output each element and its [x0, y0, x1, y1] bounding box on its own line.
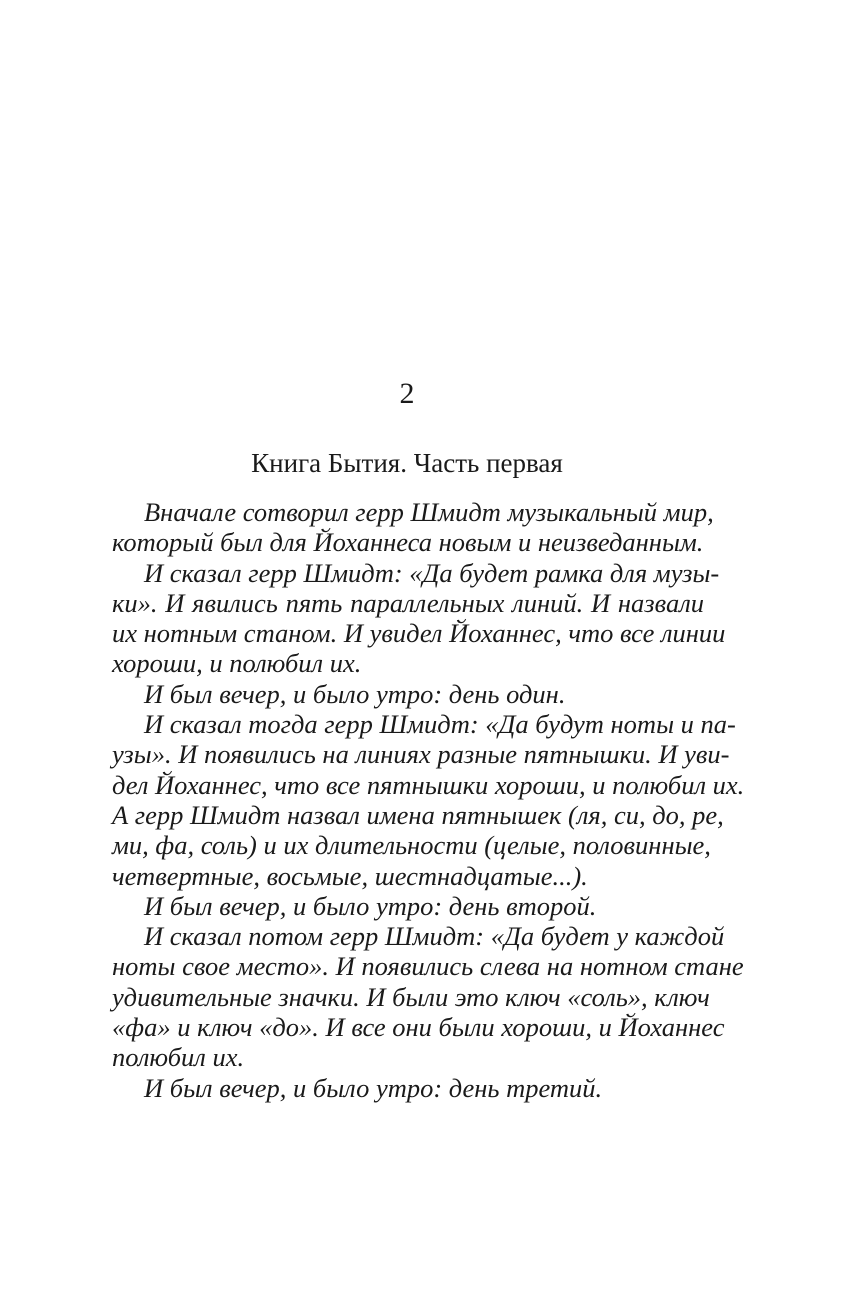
text-line: И был вечер, и было утро: день третий. [144, 1072, 603, 1103]
text-line: ки». И явились пять параллельных линий. И назвали [112, 587, 704, 618]
text-line: И сказал герр Шмидт: «Да будет рамка для музы- [144, 557, 720, 588]
text-line: ноты свое место». И появились слева на нотном стане [112, 951, 744, 982]
text-line: И сказал тогда герр Шмидт: «Да будут ноты и па- [144, 709, 736, 740]
text-line: И был вечер, и было утро: день один. [144, 678, 566, 709]
text-line: их нотным станом. И увидел Йоханнес, что все линии [112, 618, 726, 649]
chapter-body [112, 497, 745, 1103]
text-line: четвертные, восьмые, шестнадцатые...). [112, 860, 588, 891]
text-line: дел Йоханнес, что все пятнышки хороши, и полюбил их. [112, 769, 745, 800]
chapter-number: 2 [399, 377, 415, 410]
text-line: хороши, и полюбил их. [112, 648, 362, 679]
text-line: который был для Йоханнеса новым и неизведанным. [112, 527, 704, 558]
text-line: «фа» и ключ «до». И все они были хороши, и Йоханнес [112, 1012, 725, 1043]
text-line: А герр Шмидт назвал имена пятнышек (ля, си, до, ре, [112, 799, 724, 830]
text-line: удивительные значки. И были это ключ «соль», ключ [112, 981, 710, 1012]
text-line: ми, фа, соль) и их длительности (целые, половинные, [112, 830, 711, 861]
text-line: Вначале сотворил герр Шмидт музыкальный мир, [144, 497, 714, 527]
text-line: узы». И появились на линиях разные пятнышки. И уви- [112, 739, 730, 770]
text-line: И сказал потом герр Шмидт: «Да будет у каждой [144, 921, 725, 952]
text-line: полюбил их. [112, 1042, 245, 1073]
chapter-title: Книга Бытия. Часть первая [251, 448, 563, 478]
text-line: И был вечер, и было утро: день второй. [144, 890, 597, 921]
